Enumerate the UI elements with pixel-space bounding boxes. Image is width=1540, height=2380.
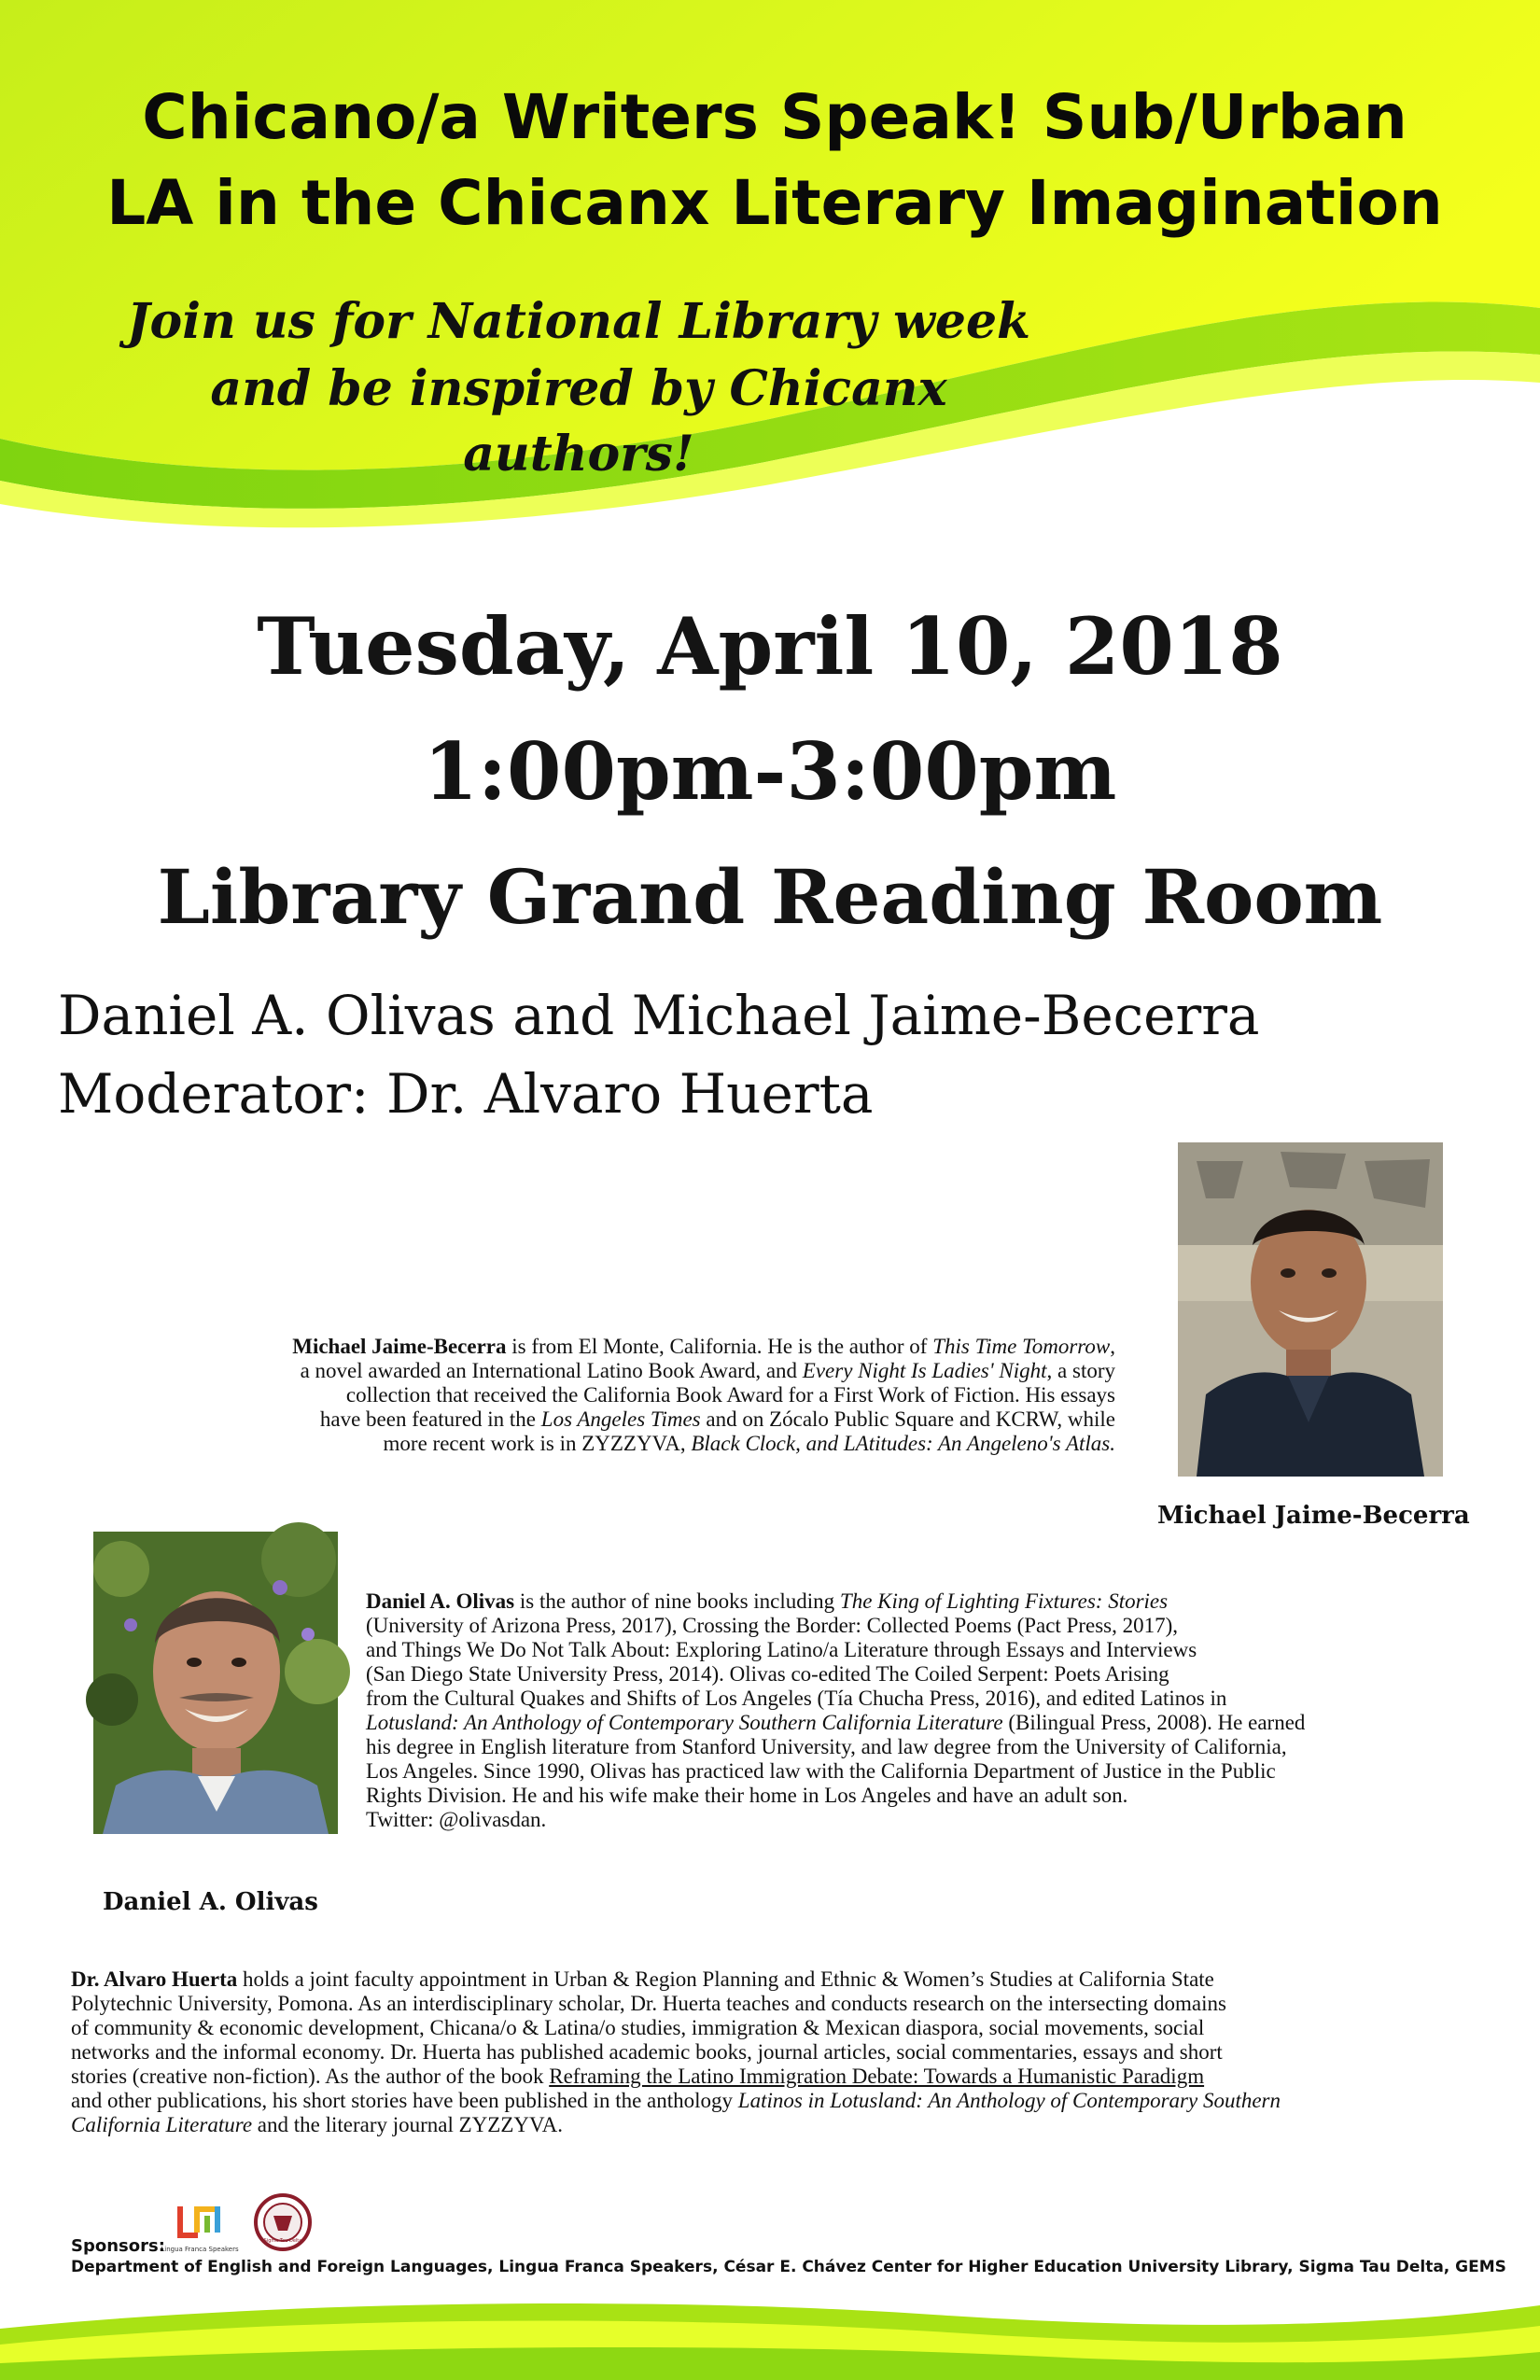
seal-text: Sigma Tau Delta bbox=[263, 2238, 302, 2244]
sigma-tau-delta-seal bbox=[254, 2193, 312, 2251]
bio-text-run: Every Night Is Ladies' Night bbox=[802, 1359, 1047, 1382]
bio-text-run: Michael Jaime-Becerra bbox=[292, 1335, 507, 1358]
bio-line bbox=[366, 1759, 1305, 1784]
bio-text-run: (University of Arizona Press, 2017), Crossing the Border: Collected Poems (Pact Press, 2017), bbox=[366, 1614, 1179, 1637]
event-date: Tuesday, April 10, 2018 bbox=[257, 600, 1283, 693]
bio-text-run: , a story bbox=[1046, 1359, 1115, 1382]
footer-band bbox=[0, 2277, 1540, 2380]
bio-daniel-olivas bbox=[366, 1589, 1305, 1832]
bio-line bbox=[366, 1638, 1305, 1662]
sponsors-label: Sponsors: bbox=[71, 2236, 165, 2256]
bio-text-run: have been featured in the bbox=[319, 1407, 541, 1431]
author-photo-daniel-olivas bbox=[93, 1532, 338, 1834]
event-title-line-2: LA in the Chicanx Literary Imagination bbox=[106, 167, 1443, 239]
bio-line bbox=[366, 1711, 1305, 1735]
event-time: 1:00pm-3:00pm bbox=[423, 725, 1117, 818]
bio-text-run: California Literature bbox=[71, 2113, 253, 2136]
bio-line bbox=[292, 1335, 1115, 1359]
bio-line bbox=[292, 1432, 1115, 1456]
bio-text-run: Polytechnic University, Pomona. As an interdisciplinary scholar, Dr. Huerta teaches and conducts research on the intersecting domains bbox=[71, 1992, 1226, 2015]
bio-line bbox=[71, 2065, 1281, 2089]
bio-text-run: , bbox=[1110, 1335, 1115, 1358]
bio-text-run: Reframing the Latino Immigration Debate: Towards a Humanistic Paradigm bbox=[549, 2065, 1205, 2088]
bio-text-run: Los Angeles Times bbox=[540, 1407, 701, 1431]
bio-line bbox=[292, 1359, 1115, 1383]
bio-text-run: a novel awarded an International Latino Book Award, and bbox=[300, 1359, 803, 1382]
bio-text-run: from the Cultural Quakes and Shifts of Los Angeles (Tía Chucha Press, 2016), and edited Latinos in bbox=[366, 1687, 1227, 1710]
bio-text-run: (Bilingual Press, 2008). He earned bbox=[1002, 1711, 1306, 1734]
bio-text-run: Lotusland: An Anthology of Contemporary Southern California Literature bbox=[366, 1711, 1003, 1734]
sponsors-list: Department of English and Foreign Languages, Lingua Franca Speakers, César E. Chávez Center for Higher Education University Library, Sigma Tau Delta, GEMS bbox=[71, 2258, 1506, 2276]
moderator-line: Moderator: Dr. Alvaro Huerta bbox=[58, 1062, 874, 1126]
tagline-line-1: Join us for National Library week bbox=[126, 293, 1031, 350]
bio-line bbox=[366, 1614, 1305, 1638]
bio-text-run: holds a joint faculty appointment in Urban & Region Planning and Ethnic & Women’s Studies at California State bbox=[237, 1967, 1214, 1991]
bio-text-run: his degree in English literature from Stanford University, and law degree from the University of California, bbox=[366, 1735, 1287, 1758]
bio-line bbox=[71, 2040, 1281, 2065]
bio-text-run: Twitter: @olivasdan. bbox=[366, 1808, 547, 1831]
bio-line bbox=[366, 1808, 1305, 1832]
bio-line bbox=[366, 1687, 1305, 1711]
bio-alvaro-huerta bbox=[71, 1967, 1281, 2137]
photo-caption-michael-jaime-becerra: Michael Jaime-Becerra bbox=[1157, 1502, 1470, 1530]
bio-text-run: Black Clock, and LAtitudes: An Angeleno's Atlas. bbox=[691, 1432, 1115, 1455]
bio-text-run: Los Angeles. Since 1990, Olivas has practiced law with the California Department of Justice in the Public bbox=[366, 1759, 1276, 1783]
bio-text-run: Daniel A. Olivas bbox=[366, 1589, 515, 1613]
bio-line bbox=[71, 1992, 1281, 2016]
bio-line bbox=[71, 2113, 1281, 2137]
event-title-line-1: Chicano/a Writers Speak! Sub/Urban bbox=[142, 81, 1407, 153]
bio-text-run: and on Zócalo Public Square and KCRW, while bbox=[700, 1407, 1115, 1431]
bio-text-run: networks and the informal economy. Dr. Huerta has published academic books, journal articles, social commentaries, essays and short bbox=[71, 2040, 1223, 2064]
bio-text-run: is the author of nine books including bbox=[514, 1589, 840, 1613]
bio-line bbox=[366, 1589, 1305, 1614]
bio-text-run: This Time Tomorrow bbox=[932, 1335, 1111, 1358]
bio-line bbox=[366, 1735, 1305, 1759]
bio-text-run: and other publications, his short stories have been published in the anthology bbox=[71, 2089, 738, 2112]
bio-text-run: and the literary journal ZYZZYVA. bbox=[252, 2113, 564, 2136]
bio-text-run: The King of Lighting Fixtures: Stories bbox=[839, 1589, 1169, 1613]
bio-line bbox=[71, 2089, 1281, 2113]
lfs-logo-text: Lingua Franca Speakers bbox=[161, 2246, 239, 2253]
photo-caption-daniel-olivas: Daniel A. Olivas bbox=[103, 1888, 318, 1916]
author-photo-michael-jaime-becerra bbox=[1178, 1142, 1443, 1477]
bio-line bbox=[366, 1784, 1305, 1808]
bio-text-run: and Things We Do Not Talk About: Exploring Latino/a Literature through Essays and Interviews bbox=[366, 1638, 1197, 1661]
tagline-line-2: and be inspired by Chicanx authors! bbox=[210, 360, 947, 483]
bio-text-run: is from El Monte, California. He is the author of bbox=[506, 1335, 933, 1358]
bio-line bbox=[71, 1967, 1281, 1992]
bio-michael-jaime-becerra bbox=[292, 1335, 1115, 1456]
bio-text-run: Dr. Alvaro Huerta bbox=[71, 1967, 238, 1991]
lingua-franca-speakers-logo bbox=[161, 2203, 239, 2262]
bio-line bbox=[366, 1662, 1305, 1687]
speakers-line: Daniel A. Olivas and Michael Jaime-Becerra bbox=[58, 984, 1260, 1047]
bio-text-run: Latinos in Lotusland: An Anthology of Contemporary Southern bbox=[737, 2089, 1281, 2112]
bio-text-run: Rights Division. He and his wife make their home in Los Angeles and have an adult son. bbox=[366, 1784, 1128, 1807]
bio-text-run: more recent work is in ZYZZYVA, bbox=[383, 1432, 692, 1455]
bio-text-run: stories (creative non-fiction). As the author of the book bbox=[71, 2065, 550, 2088]
bio-text-run: of community & economic development, Chicana/o & Latina/o studies, immigration & Mexican diaspora, social movements, social bbox=[71, 2016, 1205, 2039]
bio-text-run: collection that received the California Book Award for a First Work of Fiction. His essays bbox=[345, 1383, 1115, 1407]
bio-text-run: (San Diego State University Press, 2014). Olivas co-edited The Coiled Serpent: Poets Arising bbox=[366, 1662, 1169, 1686]
bio-line bbox=[71, 2016, 1281, 2040]
bio-line bbox=[292, 1407, 1115, 1432]
event-location: Library Grand Reading Room bbox=[157, 853, 1383, 941]
bio-line bbox=[292, 1383, 1115, 1407]
